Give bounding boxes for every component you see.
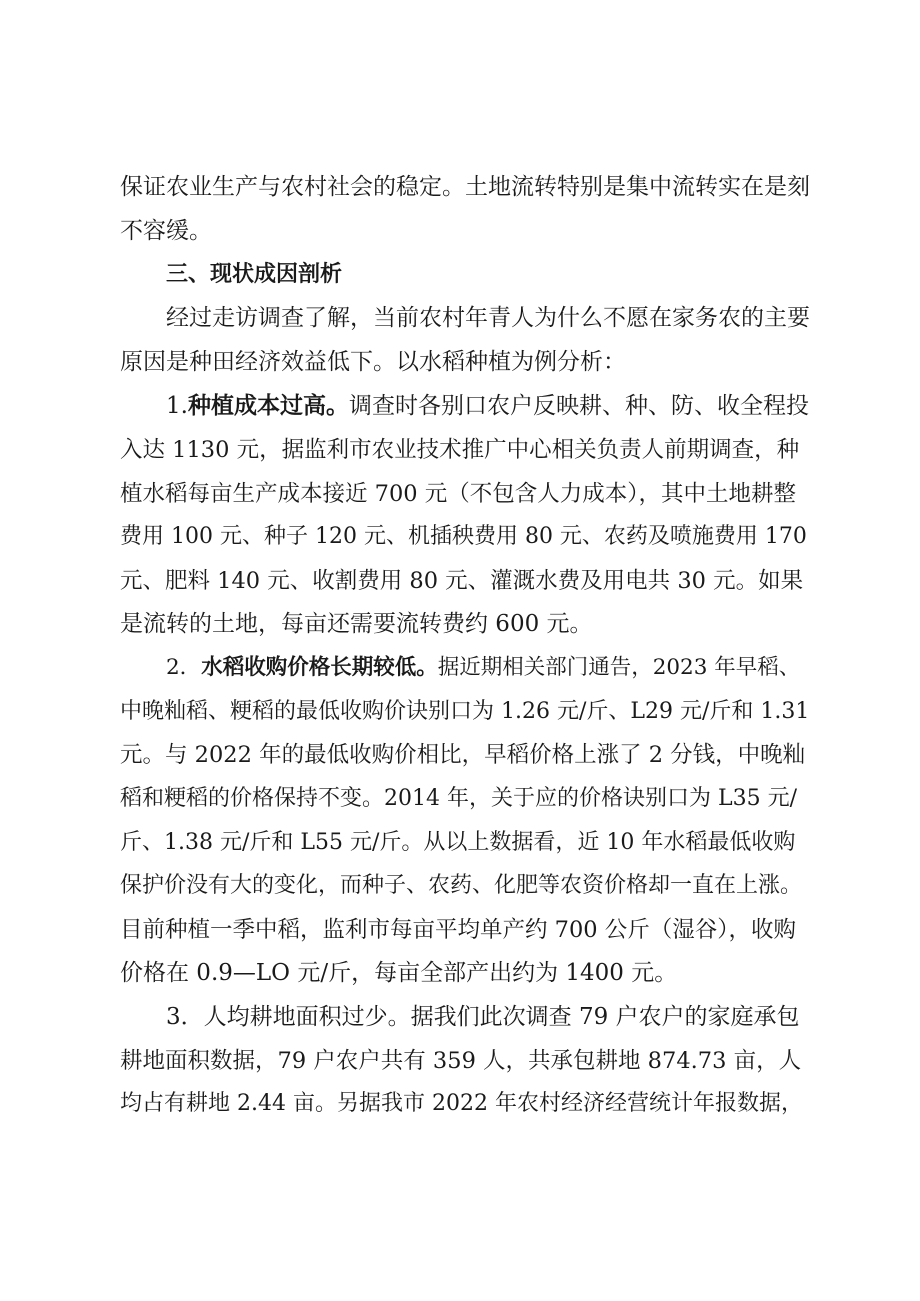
paragraph-line: 稻和粳稻的价格保持不变。2014 年，关于应的价格诀别口为 L35 元/ [120, 786, 797, 811]
paragraph-line: 斤、1.38 元/斤和 L55 元/斤。从以上数据看，近 10 年水稻最低收购 [120, 830, 796, 855]
section-heading: 三、现状成因剖析 [166, 262, 343, 287]
paragraph-line: 费用 100 元、种子 120 元、机插秧费用 80 元、农药及喷施费用 170 [120, 524, 807, 549]
list-item-title: 种植成本过高。 [187, 393, 349, 419]
paragraph-line: 不容缓。 [120, 218, 212, 244]
list-item-title: 水稻收购价格长期较低。 [201, 655, 438, 680]
list-item-number: 1. [166, 393, 188, 419]
paragraph-line: 均占有耕地 2.44 亩。另据我市 2022 年农村经济经营统计年报数据， [120, 1091, 803, 1116]
paragraph-line: 中晚籼稻、粳稻的最低收购价诀别口为 1.26 元/斤、L29 元/斤和 1.31 [120, 699, 810, 724]
list-item-1-first-line [166, 391, 809, 421]
paragraph-line: 价格在 0.9—LO 元/斤，每亩全部产出约为 1400 元。 [120, 960, 678, 986]
paragraph-line: 耕地面积数据，79 户农户共有 359 人，共承包耕地 874.73 亩，人 [120, 1048, 802, 1074]
list-item-number: 2． [166, 655, 202, 680]
paragraph-line: 原因是种田经济效益低下。以水稻种植为例分析： [120, 349, 626, 375]
paragraph-line: 入达 1130 元，据监利市农业技术推广中心相关负责人前期调查，种 [120, 437, 800, 463]
paragraph-line: 保护价没有大的变化，而种子、农药、化肥等农资价格却一直在上涨。 [120, 873, 803, 898]
paragraph-line: 植水稻每亩生产成本接近 700 元（不包含人力成本），其中土地耕整 [120, 481, 797, 507]
list-item-text: 据近期相关部门通告，2023 年早稻、 [437, 655, 801, 680]
paragraph-line: 元。与 2022 年的最低收购价相比，早稻价格上涨了 2 分钱，中晚籼 [120, 742, 806, 768]
paragraph-line: 保证农业生产与农村社会的稳定。土地流转特别是集中流转实在是刻 [120, 174, 810, 200]
list-item-3-first-line: 3．人均耕地面积过少。据我们此次调查 79 户农户的家庭承包 [166, 1004, 800, 1030]
paragraph-line: 元、肥料 140 元、收割费用 80 元、灌溉水费及用电共 30 元。如果 [120, 568, 804, 594]
list-item-text: 调查时各别口农户反映耕、种、防、收全程投 [348, 393, 809, 419]
list-item-2-first-line [166, 653, 800, 683]
paragraph-line: 经过走访调查了解，当前农村年青人为什么不愿在家务农的主要 [166, 305, 810, 331]
paragraph-line: 是流转的土地，每亩还需要流转费约 600 元。 [120, 611, 593, 637]
paragraph-line: 目前种植一季中稻，监利市每亩平均单产约 700 公斤（湿谷），收购 [120, 917, 797, 943]
